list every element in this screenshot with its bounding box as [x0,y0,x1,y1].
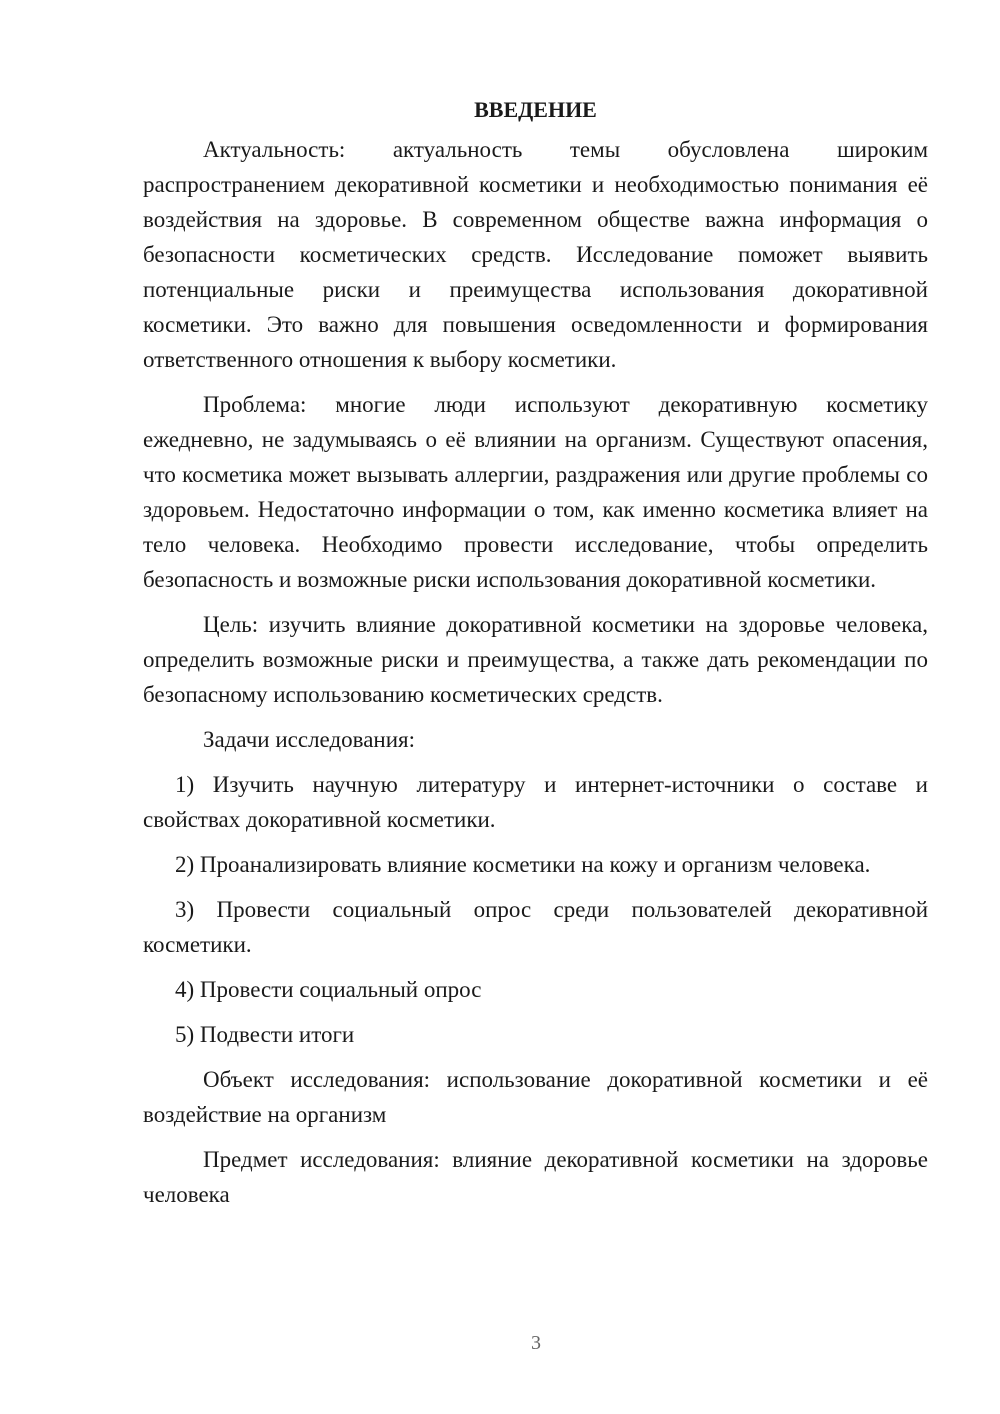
tasks-list [143,767,928,1052]
paragraph-relevance: Актуальность: актуальность темы обусловлена широким распространением декоративной косметики и необходимостью понимания её воздействия на здоровье. В современном обществе важна информация о безопасности косметических средств. Исследование поможет выявить потенциальные риски и преимущества использования докоративной косметики. Это важно для повышения осведомленности и формирования ответственного отношения к выбору косметики. [143,137,928,372]
paragraph-subject: Предмет исследования: влияние декоративной косметики на здоровье человека [143,1147,928,1207]
task-item-1: 1) Изучить научную литературу и интернет-источники о составе и свойствах докоративной косметики. [143,772,928,832]
task-item-5: 5) Подвести итоги [175,1022,355,1047]
tasks-heading: Задачи исследования: [203,727,416,752]
task-item-4: 4) Провести социальный опрос [175,977,482,1002]
paragraph-object: Объект исследования: использование докоративной косметики и её воздействие на организм [143,1067,928,1127]
section-title: ВВЕДЕНИЕ [474,97,597,122]
document-body [143,92,928,1222]
page-number: 3 [531,1332,541,1354]
task-item-2: 2) Проанализировать влияние косметики на кожу и организм человека. [175,852,871,877]
paragraph-goal: Цель: изучить влияние докоративной косметики на здоровье человека, определить возможные риски и преимущества, а также дать рекомендации по безопасному использованию косметических средств. [143,612,928,707]
task-item-3: 3) Провести социальный опрос среди пользователей декоративной косметики. [143,897,928,957]
paragraph-problem: Проблема: многие люди используют декоративную косметику ежедневно, не задумываясь о её влиянии на организм. Существуют опасения, что косметика может вызывать аллергии, раздражения или другие проблемы со здоровьем. Недостаточно информации о том, как именно косметика влияет на тело человека. Необходимо провести исследование, чтобы определить безопасность и возможные риски использования докоративной косметики. [143,392,928,592]
